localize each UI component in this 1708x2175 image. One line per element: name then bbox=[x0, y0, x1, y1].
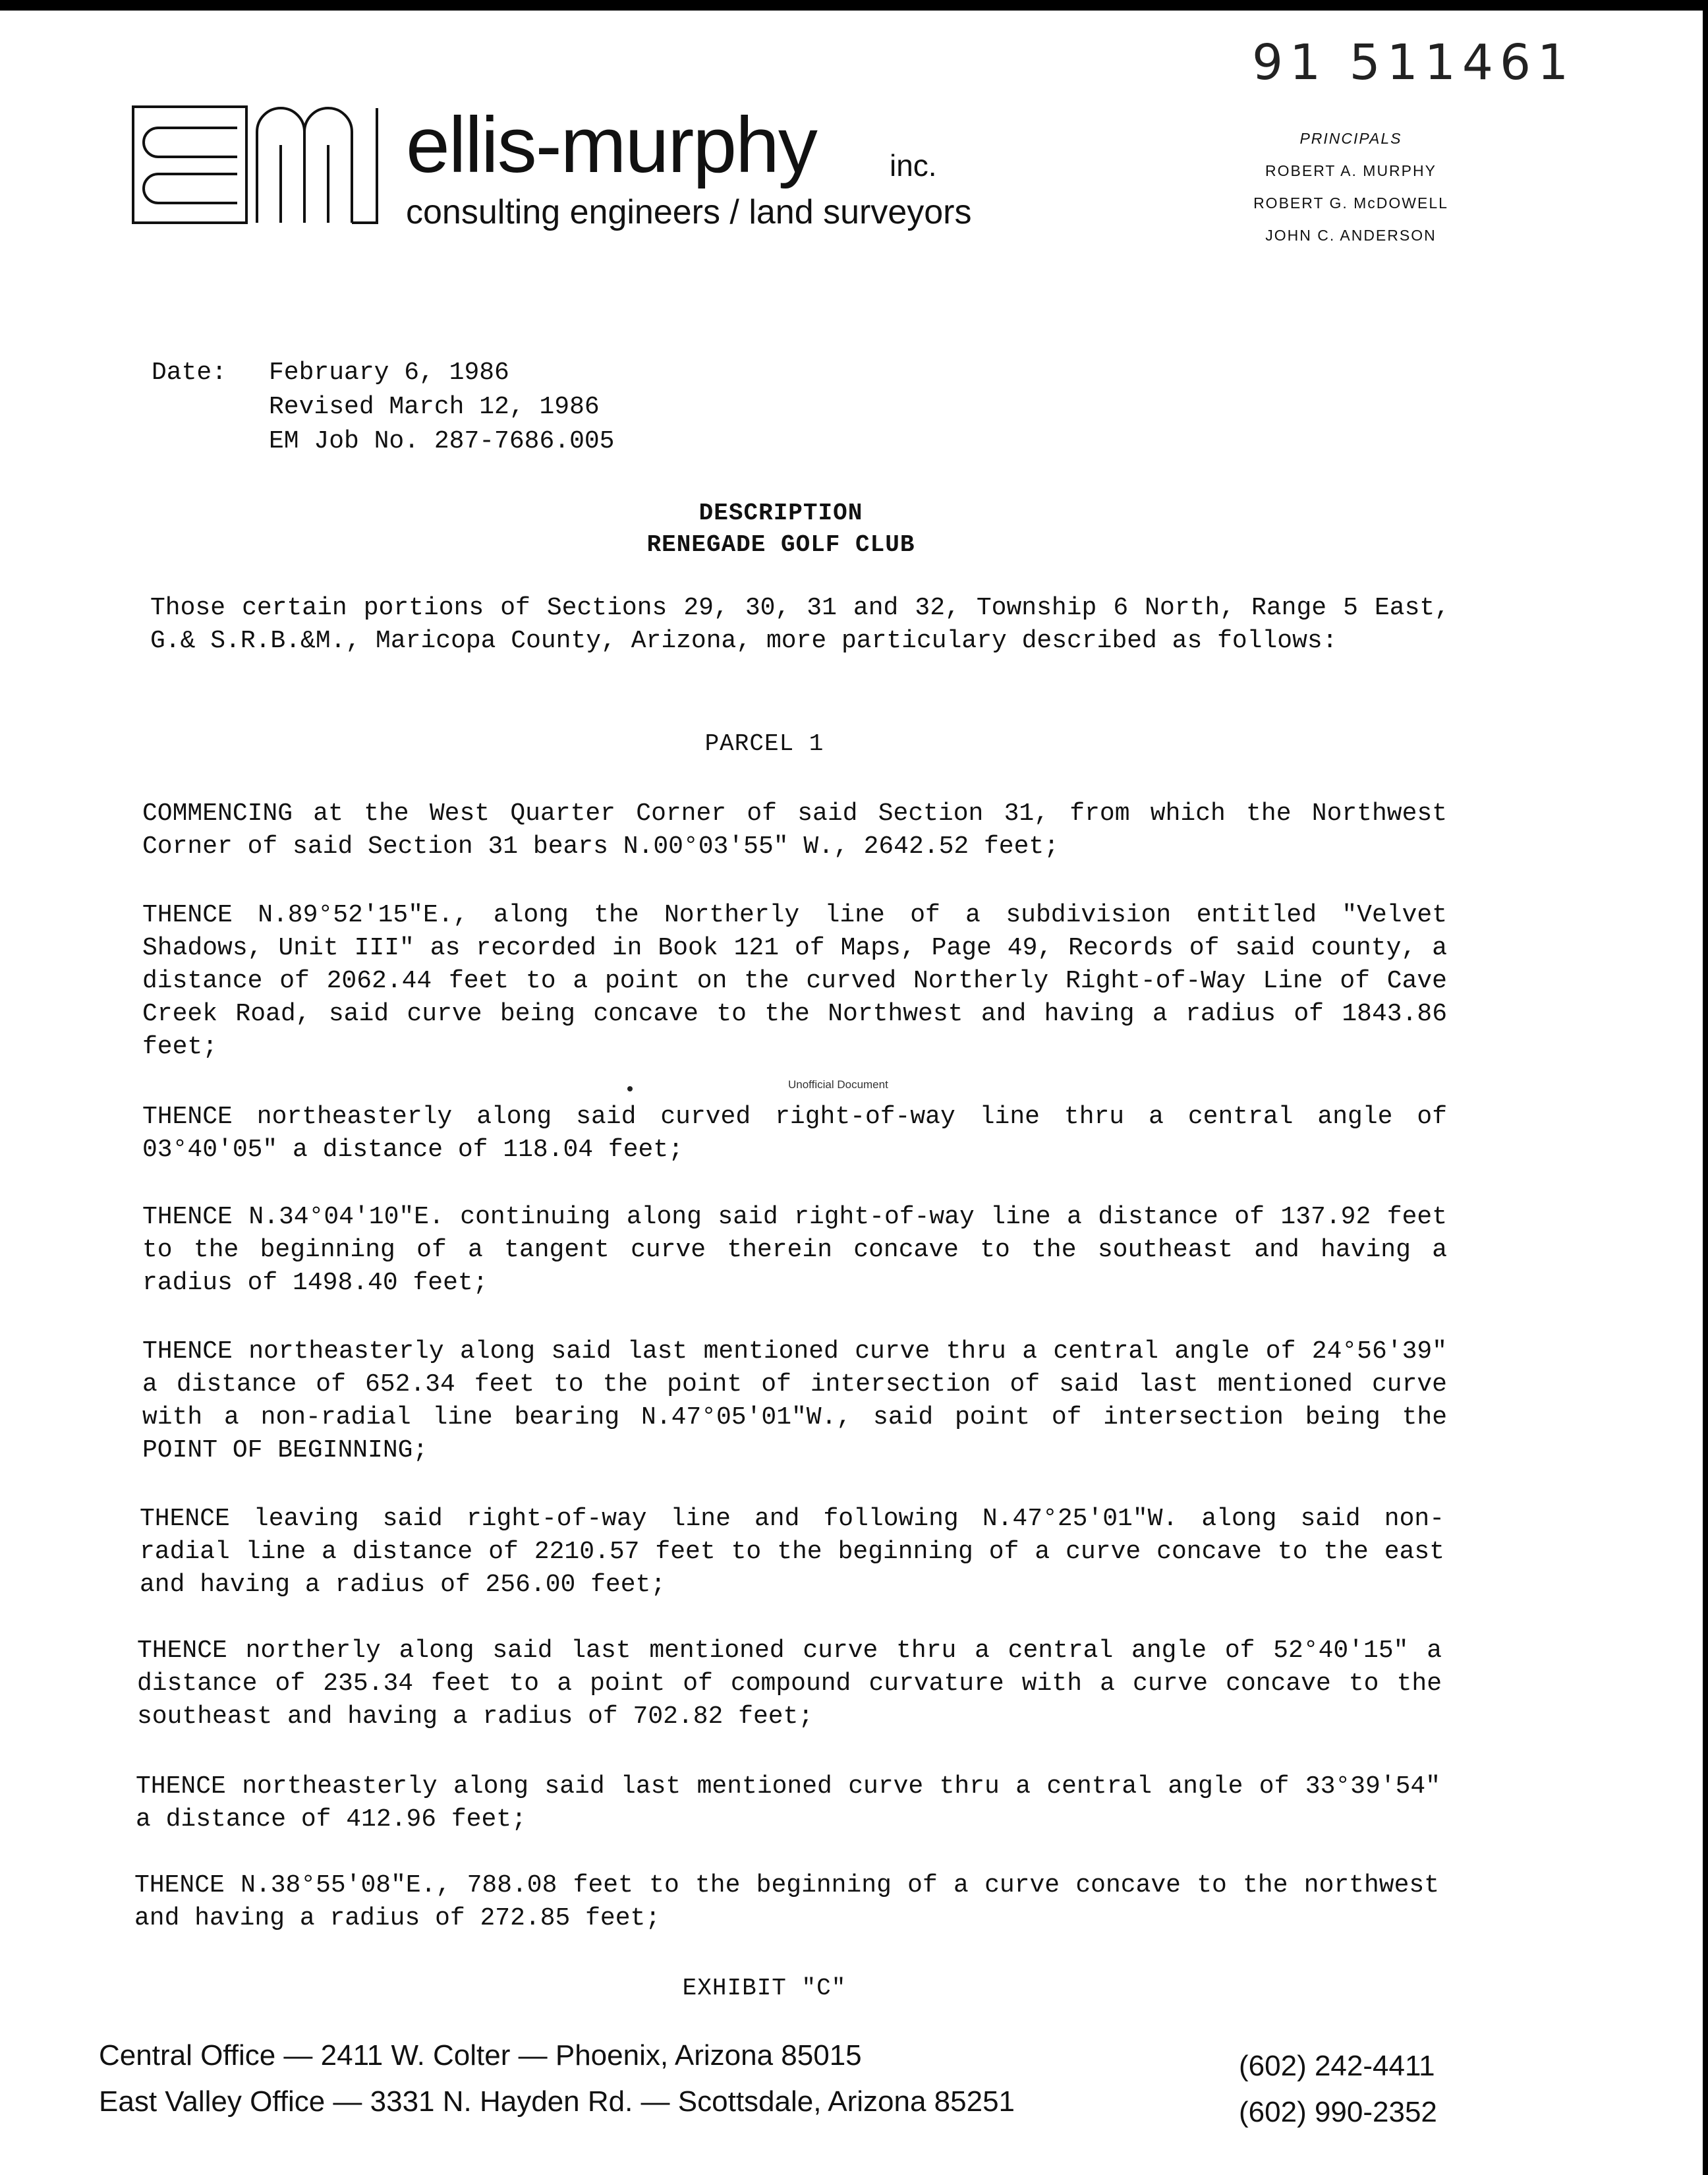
parcel-heading: PARCEL 1 bbox=[704, 730, 824, 757]
central-office-phone: (602) 242-4411 bbox=[1239, 2050, 1435, 2082]
description-paragraph: THENCE northerly along said last mentioned curve thru a central angle of 52°40'15" a distance of 235.34 feet to a point of compound curvature with a curve concave to the southeast and having a radius of 702.82 feet; bbox=[137, 1637, 1442, 1731]
date-line: February 6, 1986 bbox=[269, 359, 509, 387]
east-valley-office-address: East Valley Office — 3331 N. Hayden Rd. — Scottsdale, Arizona 85251 bbox=[99, 2085, 1015, 2118]
date-values bbox=[269, 356, 615, 459]
east-valley-office-phone: (602) 990-2352 bbox=[1239, 2096, 1437, 2128]
principal-name: ROBERT A. MURPHY bbox=[1265, 162, 1437, 179]
principal-name: ROBERT G. McDOWELL bbox=[1253, 194, 1448, 212]
document-subtitle: RENEGADE GOLF CLUB bbox=[646, 531, 915, 558]
company-tagline: consulting engineers / land surveyors bbox=[406, 193, 972, 231]
document-title: DESCRIPTION bbox=[698, 500, 863, 527]
unofficial-watermark: Unofficial Document bbox=[788, 1078, 888, 1091]
scan-speck bbox=[627, 1086, 633, 1091]
company-name: ellis-murphy bbox=[406, 101, 816, 189]
description-paragraph: THENCE leaving said right-of-way line and following N.47°25'01"W. along said non-radial line a distance of 2210.57 feet to the beginning of a curve concave to the east and having a radius of 256.00 feet; bbox=[140, 1505, 1444, 1599]
date-label: Date: bbox=[152, 359, 227, 387]
description-paragraph: THENCE northeasterly along said curved right-of-way line thru a central angle of 03°40'05" a distance of 118.04 feet; bbox=[142, 1103, 1447, 1164]
principals-list bbox=[1212, 123, 1489, 252]
description-paragraph: COMMENCING at the West Quarter Corner of said Section 31, from which the Northwest Corner of said Section 31 bears N.00°03'55" W., 2642.52 feet; bbox=[142, 799, 1447, 861]
job-number-line: EM Job No. 287-7686.005 bbox=[269, 427, 615, 455]
description-paragraph: THENCE N.89°52'15"E., along the Northerly line of a subdivision entitled "Velvet Shadows, Unit III" as recorded in Book 121 of Maps, Page 49, Records of said county, a distance of 2062.44 feet to a point on the curved Northerly Right-of-Way Line of Cave Creek Road, said curve being concave to the Northwest and having a radius of 1843.86 feet; bbox=[142, 901, 1447, 1061]
scan-right-border bbox=[1703, 0, 1708, 2175]
central-office-address: Central Office — 2411 W. Colter — Phoenix, Arizona 85015 bbox=[99, 2039, 862, 2072]
principals-heading: PRINCIPALS bbox=[1299, 130, 1402, 147]
company-suffix: inc. bbox=[890, 148, 937, 183]
description-paragraph: THENCE N.38°55'08"E., 788.08 feet to the beginning of a curve concave to the northwest and having a radius of 272.85 feet; bbox=[134, 1871, 1439, 1932]
intro-paragraph: Those certain portions of Sections 29, 30, 31 and 32, Township 6 North, Range 5 East, G.& S.R.B.&M., Maricopa County, Arizona, more particulary described as follows: bbox=[150, 594, 1450, 655]
description-paragraph: THENCE northeasterly along said last mentioned curve thru a central angle of 24°56'39" a distance of 652.34 feet to the point of intersection of said last mentioned curve with a non-radial line bearing N.47°05'01"W., said point of intersection being the POINT OF BEGINNING; bbox=[142, 1337, 1447, 1464]
revised-date-line: Revised March 12, 1986 bbox=[269, 393, 600, 421]
document-number: 91 511461 bbox=[1252, 34, 1576, 91]
description-paragraph: THENCE northeasterly along said last mentioned curve thru a central angle of 33°39'54" a distance of 412.96 feet; bbox=[136, 1772, 1440, 1834]
description-paragraph: THENCE N.34°04'10"E. continuing along said right-of-way line a distance of 137.92 feet to the beginning of a tangent curve therein concave to the southeast and having a radius of 1498.40 feet; bbox=[142, 1203, 1447, 1297]
principal-name: JOHN C. ANDERSON bbox=[1265, 227, 1437, 244]
exhibit-label: EXHIBIT "C" bbox=[682, 1975, 847, 2002]
ellis-murphy-logo-icon bbox=[132, 105, 380, 225]
scan-top-border bbox=[0, 0, 1708, 11]
